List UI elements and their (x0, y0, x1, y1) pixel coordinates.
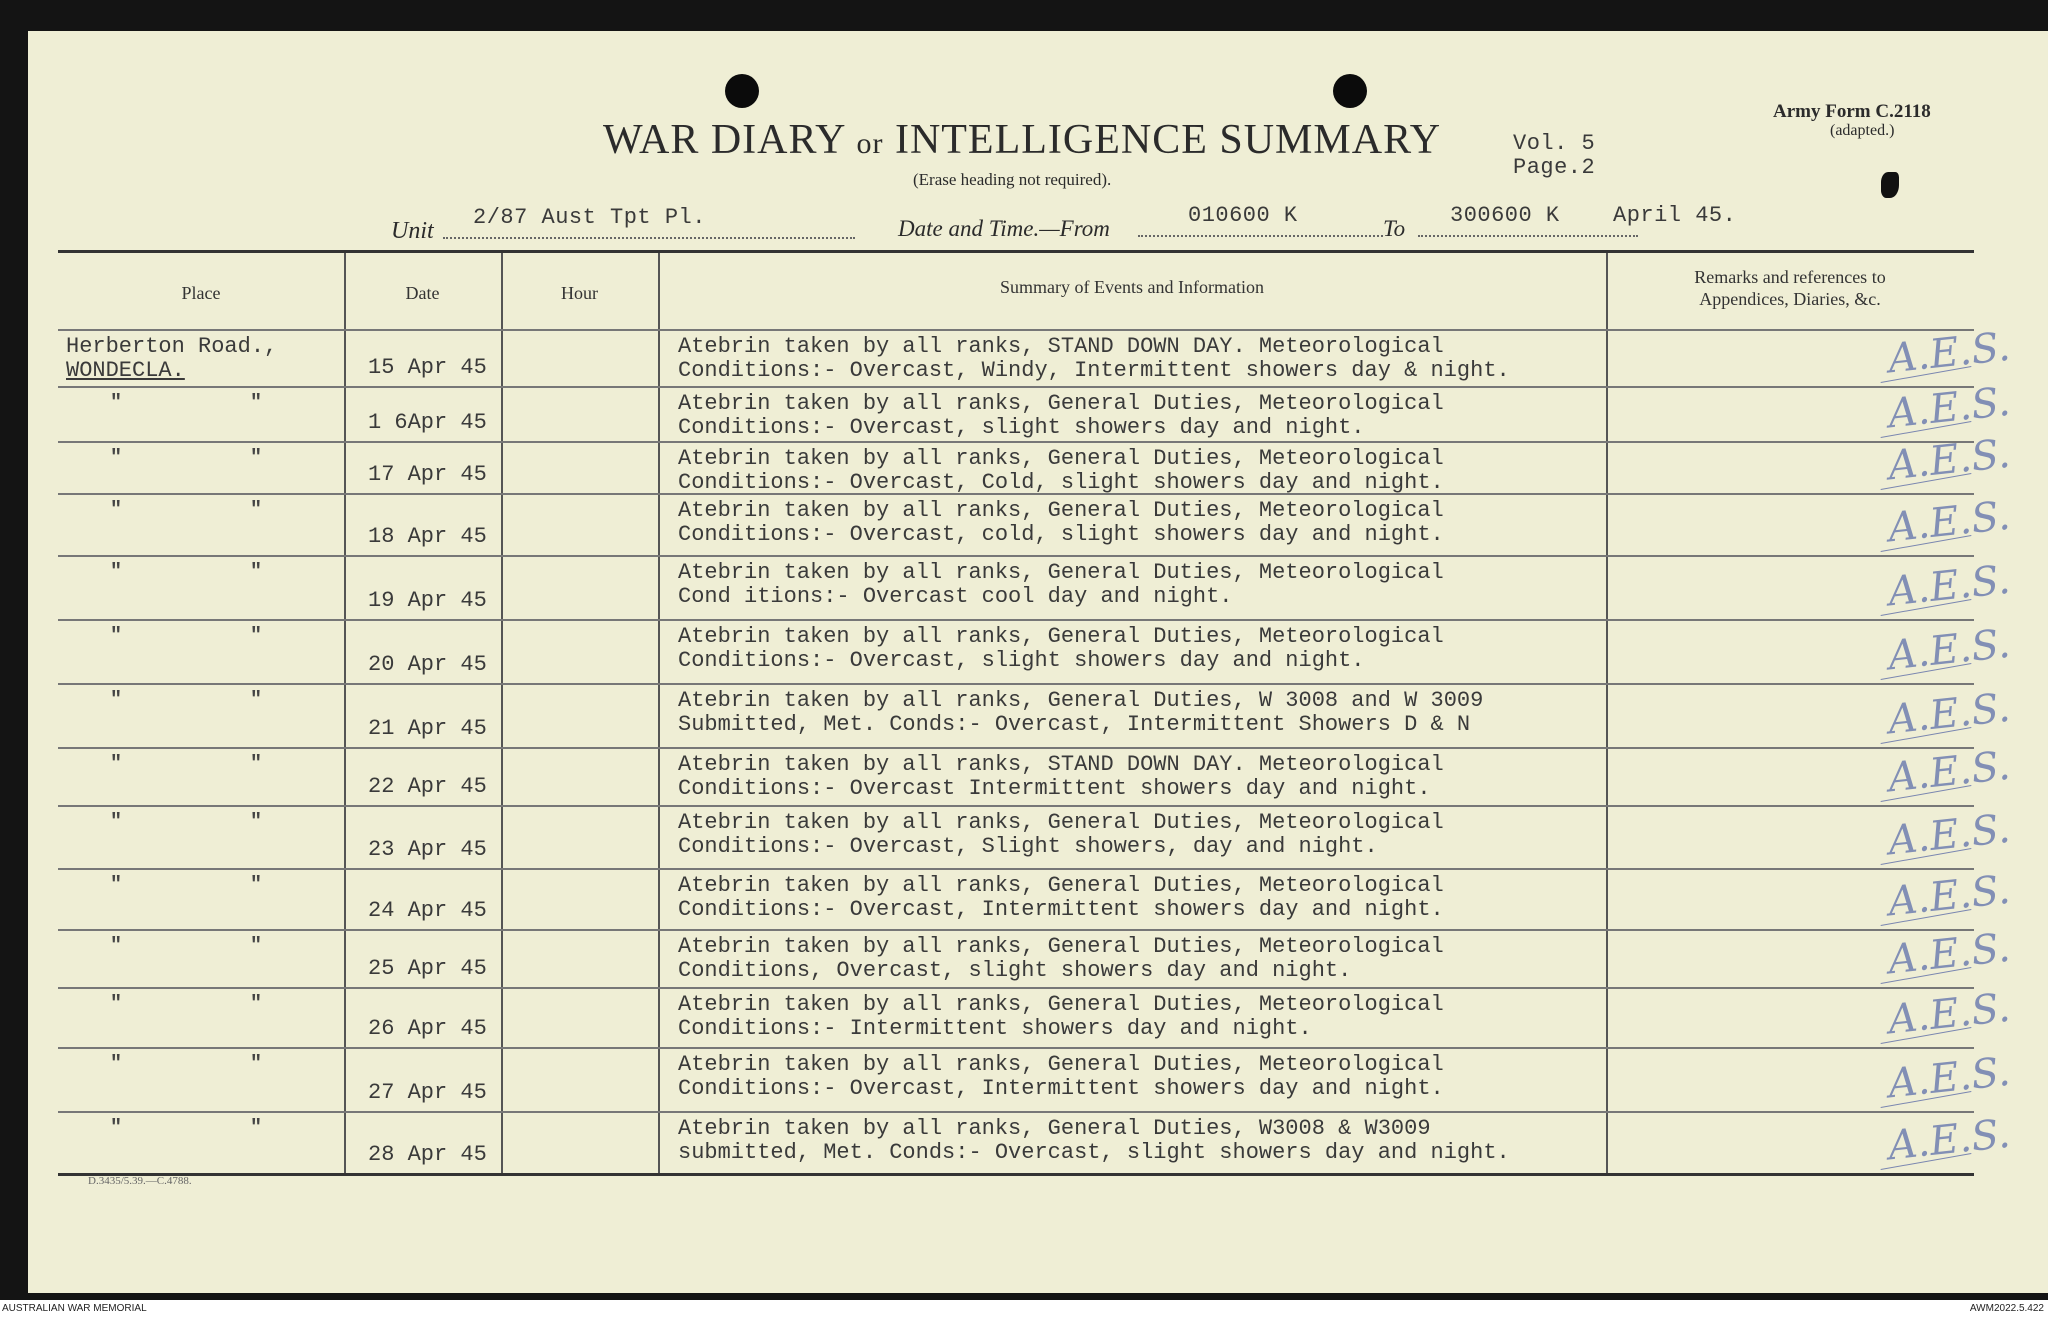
summary-line-2: Conditions:- Overcast, Cold, slight showers day and night. (678, 470, 1444, 495)
column-header-place: Place (181, 283, 221, 303)
summary-line-1: Atebrin taken by all ranks, General Duties, Meteorological (678, 624, 1444, 649)
initials-signature: A.E.S. (1885, 1048, 2013, 1108)
ditto-mark-left: " (110, 392, 123, 415)
ditto-mark-right: " (250, 874, 263, 897)
row-date: 24 Apr 45 (368, 898, 487, 923)
unit-value: 2/87 Aust Tpt Pl. (473, 205, 706, 230)
table-row (58, 742, 2013, 805)
summary-line-2: Conditions:- Overcast, Intermittent showers day and night. (678, 1076, 1444, 1101)
ditto-mark-left: " (110, 1117, 123, 1140)
month-value: April 45. (1613, 203, 1737, 228)
from-field-line (1138, 235, 1383, 237)
ditto-mark-left: " (110, 447, 123, 470)
row-date: 17 Apr 45 (368, 462, 487, 487)
footer-credit: AUSTRALIAN WAR MEMORIAL (2, 1303, 147, 1314)
ditto-mark-left: " (110, 625, 123, 648)
initials-signature: A.E.S. (1885, 984, 2013, 1044)
title-or: or (856, 127, 884, 160)
ditto-mark-right: " (250, 1117, 263, 1140)
table-row (58, 619, 2013, 683)
footer-accession: AWM2022.5.422 (1969, 1303, 2044, 1314)
row-date: 18 Apr 45 (368, 524, 487, 549)
column-header-summary: Summary of Events and Information (1000, 277, 1264, 297)
ditto-mark-right: " (250, 392, 263, 415)
summary-line-1: Atebrin taken by all ranks, General Duties, Meteorological (678, 992, 1444, 1017)
punch-hole-left (725, 74, 759, 108)
summary-line-1: Atebrin taken by all ranks, General Duties, Meteorological (678, 446, 1444, 471)
ditto-mark-left: " (110, 874, 123, 897)
initials-signature: A.E.S. (1885, 924, 2013, 984)
initials-signature: A.E.S. (1885, 866, 2013, 926)
table-row (58, 430, 2013, 495)
to-field-line (1418, 235, 1638, 237)
summary-line-1: Atebrin taken by all ranks, STAND DOWN DAY. Meteorological (678, 752, 1444, 777)
table-row (58, 1047, 2013, 1111)
unit-field-line (443, 237, 855, 239)
page-title (603, 116, 1441, 164)
ditto-mark-left: " (110, 499, 123, 522)
initials-signature: A.E.S. (1885, 323, 2013, 383)
form-note: (adapted.) (1830, 122, 1895, 139)
initials-signature: A.E.S. (1885, 620, 2013, 680)
table-row (58, 378, 2013, 441)
ditto-mark-right: " (250, 447, 263, 470)
ink-blot (1881, 172, 1899, 198)
table-row (58, 866, 2013, 929)
table-row (58, 683, 2013, 747)
place-line-2: WONDECLA. (66, 358, 185, 383)
row-date: 26 Apr 45 (368, 1016, 487, 1041)
volume-number: Vol. 5 (1513, 131, 1596, 156)
table-row (58, 924, 2013, 987)
ditto-mark-right: " (250, 935, 263, 958)
row-date: 25 Apr 45 (368, 956, 487, 981)
summary-line-2: submitted, Met. Conds:- Overcast, slight showers day and night. (678, 1140, 1510, 1165)
ditto-mark-right: " (250, 1053, 263, 1076)
summary-line-2: Cond itions:- Overcast cool day and night. (678, 584, 1233, 609)
row-date: 21 Apr 45 (368, 716, 487, 741)
summary-line-1: Atebrin taken by all ranks, General Duties, Meteorological (678, 1052, 1444, 1077)
diary-table (58, 250, 2013, 1187)
summary-line-1: Atebrin taken by all ranks, General Duties, W 3008 and W 3009 (678, 688, 1484, 713)
summary-line-2: Conditions:- Overcast, slight showers day and night. (678, 415, 1365, 440)
row-date: 28 Apr 45 (368, 1142, 487, 1167)
title-intelligence-summary: INTELLIGENCE SUMMARY (894, 117, 1442, 163)
date-time-label: Date and Time.—From (898, 216, 1110, 241)
summary-line-1: Atebrin taken by all ranks, General Duties, Meteorological (678, 560, 1444, 585)
column-header-remarks-line1: Remarks and references to (1694, 267, 1886, 287)
initials-signature: A.E.S. (1885, 492, 2013, 552)
summary-line-2: Conditions:- Overcast, Slight showers, day and night. (678, 834, 1378, 859)
row-date: 15 Apr 45 (368, 355, 487, 380)
ditto-mark-right: " (250, 811, 263, 834)
table-row (58, 323, 2013, 386)
table-row (58, 555, 2013, 619)
row-date: 22 Apr 45 (368, 774, 487, 799)
page-number: Page.2 (1513, 155, 1596, 180)
punch-hole-right (1333, 74, 1367, 108)
summary-line-1: Atebrin taken by all ranks, General Duties, Meteorological (678, 934, 1444, 959)
summary-line-2: Conditions:- Overcast, slight showers day and night. (678, 648, 1365, 673)
page-subtitle: (Erase heading not required). (913, 170, 1112, 189)
unit-label: Unit (391, 218, 434, 244)
summary-line-2: Conditions:- Intermittent showers day and night. (678, 1016, 1312, 1041)
title-war-diary: WAR DIARY (603, 117, 845, 163)
row-date: 1 6Apr 45 (368, 410, 487, 435)
ditto-mark-right: " (250, 689, 263, 712)
initials-signature: A.E.S. (1885, 1110, 2013, 1170)
ditto-mark-right: " (250, 561, 263, 584)
ditto-mark-right: " (250, 625, 263, 648)
summary-line-1: Atebrin taken by all ranks, General Duties, W3008 & W3009 (678, 1116, 1431, 1141)
summary-line-2: Conditions:- Overcast, Intermittent showers day and night. (678, 897, 1444, 922)
initials-signature: A.E.S. (1885, 805, 2013, 865)
summary-line-2: Conditions:- Overcast, Windy, Intermittent showers day & night. (678, 358, 1510, 383)
ditto-mark-left: " (110, 993, 123, 1016)
ditto-mark-right: " (250, 753, 263, 776)
row-date: 23 Apr 45 (368, 837, 487, 862)
column-header-remarks-line2: Appendices, Diaries, &c. (1699, 289, 1881, 309)
initials-signature: A.E.S. (1885, 556, 2013, 616)
summary-line-2: Conditions, Overcast, slight showers day and night. (678, 958, 1352, 983)
summary-line-1: Atebrin taken by all ranks, General Duties, Meteorological (678, 873, 1444, 898)
initials-signature: A.E.S. (1885, 684, 2013, 744)
summary-line-2: Conditions:- Overcast Intermittent showers day and night. (678, 776, 1431, 801)
column-header-date: Date (405, 283, 440, 303)
initials-signature: A.E.S. (1885, 430, 2013, 490)
ditto-mark-left: " (110, 689, 123, 712)
summary-line-2: Conditions:- Overcast, cold, slight showers day and night. (678, 522, 1444, 547)
to-value: 300600 K (1450, 203, 1560, 228)
ditto-mark-left: " (110, 935, 123, 958)
column-header-hour: Hour (561, 283, 598, 303)
form-name: Army Form C.2118 (1773, 101, 1931, 122)
ditto-mark-left: " (110, 753, 123, 776)
table-row (58, 984, 2013, 1047)
ditto-mark-right: " (250, 993, 263, 1016)
initials-signature: A.E.S. (1885, 378, 2013, 438)
print-code: D.3435/5.39.—C.4788. (88, 1175, 192, 1187)
ditto-mark-right: " (250, 499, 263, 522)
ditto-mark-left: " (110, 1053, 123, 1076)
table-row (58, 805, 2013, 868)
place-line-1: Herberton Road., (66, 334, 278, 359)
summary-line-1: Atebrin taken by all ranks, STAND DOWN DAY. Meteorological (678, 334, 1444, 359)
to-label: To (1383, 216, 1406, 241)
row-date: 19 Apr 45 (368, 588, 487, 613)
summary-line-1: Atebrin taken by all ranks, General Duties, Meteorological (678, 810, 1444, 835)
ditto-mark-left: " (110, 561, 123, 584)
table-row (58, 1110, 2013, 1173)
summary-line-2: Submitted, Met. Conds:- Overcast, Intermittent Showers D & N (678, 712, 1471, 737)
from-value: 010600 K (1188, 203, 1298, 228)
table-row (58, 492, 2013, 555)
initials-signature: A.E.S. (1885, 742, 2013, 802)
summary-line-1: Atebrin taken by all ranks, General Duties, Meteorological (678, 391, 1444, 416)
summary-line-1: Atebrin taken by all ranks, General Duties, Meteorological (678, 498, 1444, 523)
row-date: 20 Apr 45 (368, 652, 487, 677)
ditto-mark-left: " (110, 811, 123, 834)
row-date: 27 Apr 45 (368, 1080, 487, 1105)
